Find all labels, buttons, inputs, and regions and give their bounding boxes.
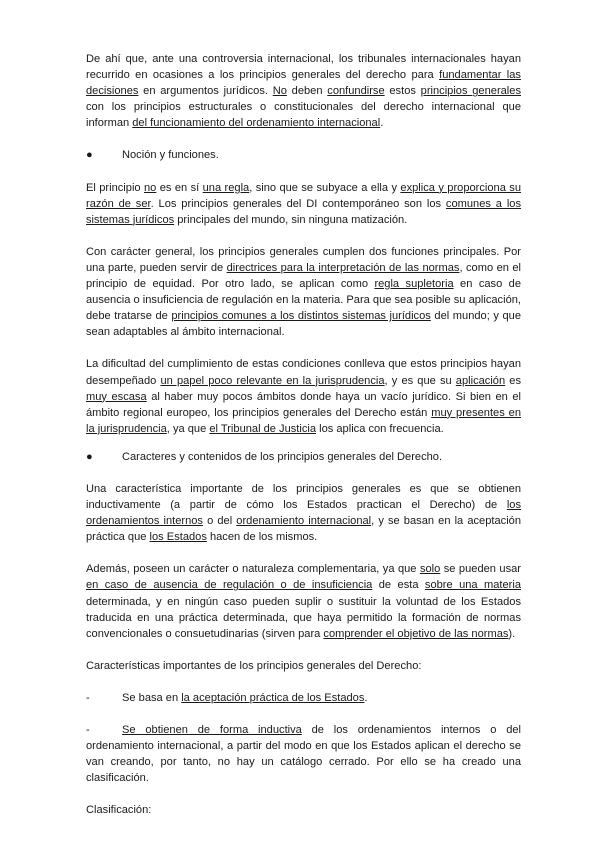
bullet-icon: ● [86,450,93,463]
text-run: en caso de ausencia o insuficiencia de regulación en la materia. Para que sea posible su aplicación, debe tratarse de [86,278,522,323]
text-run: , ya que [166,422,210,435]
text-run: El principio [86,181,144,194]
bullet-text: Caracteres y contenidos de los principios generales del Derecho. [122,450,443,463]
text-run: La dificultad del cumplimiento de estas condiciones conlleva que estos principios hayan desempeñado [86,358,521,387]
paragraph-caracteristicas-heading: Características importantes de los principios generales del Derecho: [86,659,422,672]
text-run: deben [286,85,328,98]
text-run: Además, poseen un carácter o naturaleza complementaria, ya que [86,563,420,576]
underlined-text: los ordenamientos internos [86,499,521,528]
underlined-text: principios comunes a los distintos sistemas jurídicos [171,310,431,323]
text-run: con los principios estructurales o constitucionales del derecho internacional que informan [86,101,521,130]
underlined-text: la aceptación práctica de los Estados [181,691,365,704]
text-run: , como en el principio de equidad. Por otro lado, se aplican como [86,261,522,291]
underlined-text: No [272,85,287,98]
underlined-text: muy escasa [86,390,147,403]
text-run: del mundo; y que sean adaptables al ámbito internacional. [86,310,521,339]
underlined-text: explica y proporciona su razón de ser [86,181,521,210]
text-run: Con carácter general, los principios generales cumplen dos funciones principales. Por una parte, pueden servir de [86,245,521,274]
underlined-text: aplicación [455,374,506,387]
paragraph-intro [86,51,521,131]
underlined-text: principios generales [420,85,521,98]
underlined-text: en caso de ausencia de regulación o de insuficiencia [86,579,373,592]
text-run: de los ordenamientos internos o del ordenamiento internacional, a partir del modo en que los Estados aplican el derecho se van creando, por tanto, no hay un catálogo cerrado. Por ello se ha creado una clasificación. [86,724,521,785]
text-run: al haber muy pocos ámbitos donde haya un vacío jurídico. Si bien en el ámbito regional europeo, los principios generales del Derecho están [86,390,521,419]
text-run: es [505,374,521,387]
underlined-text: el Tribunal de Justicia [209,422,317,435]
text-run: . Los principios generales del DI contemporáneo son los [150,197,446,210]
underlined-text: sobre una materia [424,579,521,592]
underlined-text: del funcionamiento del ordenamiento internacional [132,117,381,130]
underlined-text: muy presentes en la jurisprudencia [86,406,521,435]
text-run: se pueden usar [440,563,521,576]
text-run: los aplica con frecuencia. [316,422,444,435]
dash-marker: - [86,691,90,704]
text-run: hacen de los mismos. [206,531,318,544]
underlined-text: directrices para la interpretación de las normas [226,261,460,274]
underlined-text: solo [419,563,441,576]
dash-text [122,690,367,706]
underlined-text: los Estados [149,531,207,544]
bullet-heading-nocion [86,147,521,163]
text-run: es en sí [156,181,203,194]
text-run: , y es que su [384,374,456,387]
text-run: ). [508,627,516,640]
dash-item-inductiva [86,722,521,786]
text-run: de esta [372,579,425,592]
paragraph-dificultad [86,356,521,436]
text-run: Se basa en [122,691,182,704]
text-run: , sino que se subyace a ella y [249,181,401,194]
underlined-text: Se obtienen de forma inductiva [122,724,302,736]
bullet-icon: ● [86,149,93,162]
text-run: . [380,117,384,130]
text-run: o del [202,515,237,528]
underlined-text: una regla [202,181,250,194]
paragraph-clasificacion: Clasificación: [86,804,152,817]
underlined-text: comprender el objetivo de las normas [323,627,509,640]
dash-marker: - [86,724,90,736]
text-run: estos [384,85,421,98]
text-run: principales del mundo, sin ninguna matización. [174,213,408,226]
paragraph-caracteristica [86,481,521,545]
text-run: determinada, y en ningún caso pueden suplir o sustituir la voluntad de los Estados traducida en una práctica determinada, que haya permitido la formación de normas convencionales o consuetudinarias (sirven para [86,595,521,640]
underlined-text: un papel poco relevante en la jurisprudencia [160,374,385,387]
underlined-text: fundamentar las decisiones [86,69,521,98]
paragraph-complementaria [86,561,521,641]
paragraph-funciones [86,244,521,341]
text-run: en argumentos jurídicos. [138,85,273,98]
underlined-text: regla supletoria [374,278,454,291]
dash-item-aceptacion [86,690,521,706]
text-run: , y se basan en la aceptación práctica que [86,515,521,544]
underlined-text: no [143,181,157,194]
underlined-text: ordenamiento internacional [236,515,372,528]
text-run: Una característica importante de los principios generales es que se obtienen inductivamente (a partir de cómo los Estados practican el Derecho) de [86,482,521,512]
paragraph-principio [86,180,521,228]
text-run: De ahí que, ante una controversia internacional, los tribunales internacionales hayan recurrido en ocasiones a los principios generales del derecho para [86,53,521,82]
underlined-text: comunes a los sistemas jurídicos [86,197,521,226]
text-run: . [364,691,368,704]
bullet-heading-caracteres [86,449,521,465]
bullet-text: Noción y funciones. [122,149,219,162]
underlined-text: confundirse [327,85,385,98]
